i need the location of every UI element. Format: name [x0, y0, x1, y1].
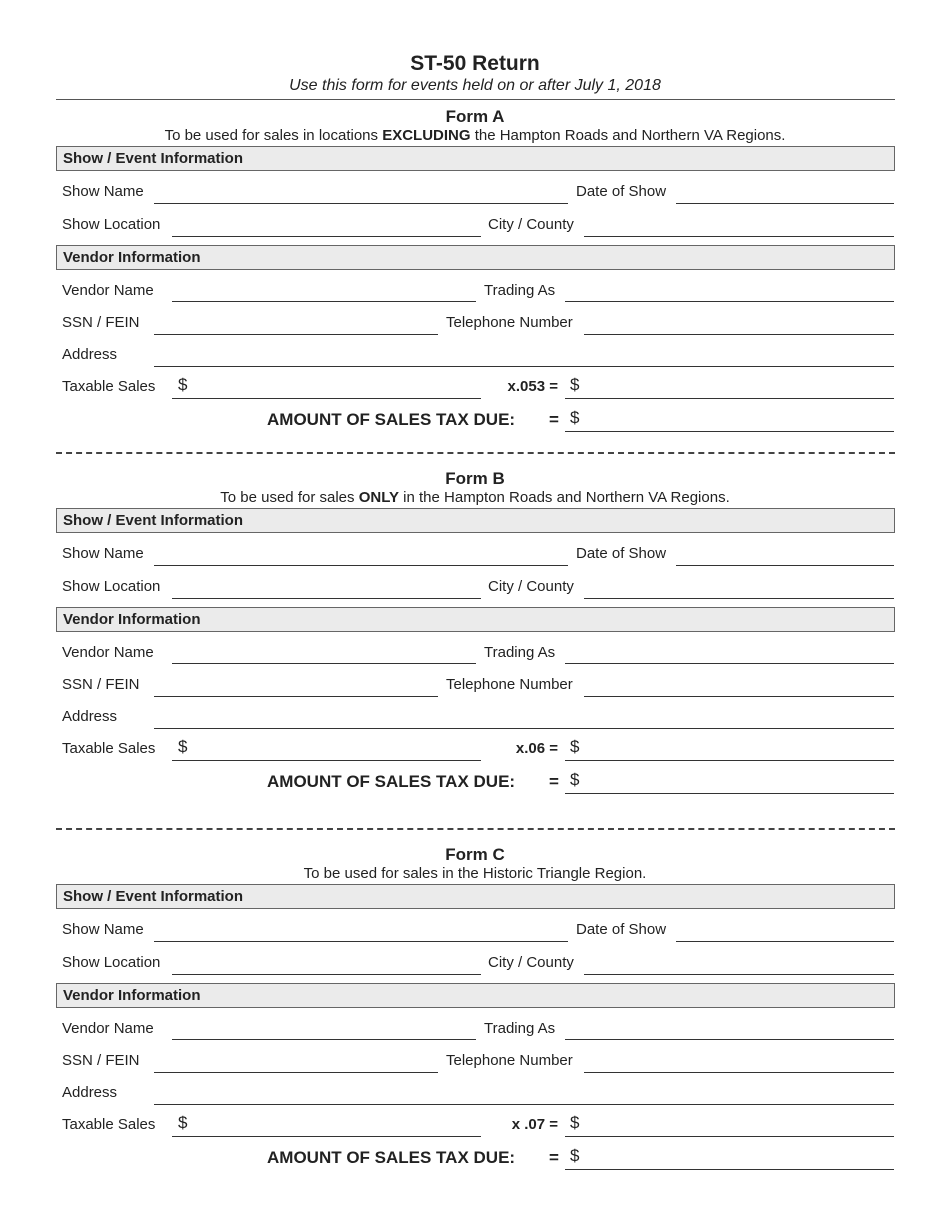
address-label: Address [62, 346, 118, 363]
taxable-sales-field[interactable] [172, 1136, 481, 1137]
show-location-field[interactable] [172, 974, 481, 975]
amount-due-field[interactable] [565, 431, 894, 432]
dollar-sign: $ [570, 1146, 580, 1165]
show-location-field[interactable] [172, 598, 481, 599]
vendor-name-field[interactable] [172, 301, 476, 302]
form-desc-text-end: in the Hampton Roads and Northern VA Regions. [398, 489, 730, 506]
telephone-label: Telephone Number [446, 314, 573, 331]
dollar-sign: $ [570, 1113, 580, 1132]
form-description [0, 865, 950, 882]
section-title: Show / Event Information [63, 888, 244, 905]
dollar-sign: $ [178, 1113, 188, 1132]
taxable-sales-label: Taxable Sales [62, 740, 156, 757]
dollar-sign: $ [570, 770, 580, 789]
telephone-field[interactable] [584, 334, 894, 335]
taxable-sales-label: Taxable Sales [62, 1116, 156, 1133]
vendor-name-field[interactable] [172, 1039, 476, 1040]
page-title: ST-50 Return [410, 52, 540, 75]
ssn-fein-label: SSN / FEIN [62, 314, 140, 331]
vendor-section-header [56, 983, 895, 1008]
form-desc-text: To be used for sales in the Historic Triangle Region. [303, 865, 647, 882]
form-description [0, 127, 950, 144]
dollar-sign: $ [570, 408, 580, 427]
form-desc-text: To be used for sales in locations [164, 127, 383, 144]
city-county-label: City / County [488, 216, 574, 233]
city-county-label: City / County [488, 954, 574, 971]
taxable-sales-field[interactable] [172, 398, 481, 399]
form-section-a [0, 107, 950, 437]
date-of-show-field[interactable] [676, 565, 894, 566]
tax-rate-label: x .07 = [511, 1116, 558, 1133]
equals-sign: = [549, 772, 559, 791]
form-title: Form A [445, 107, 505, 126]
form-description [0, 489, 950, 506]
amount-due-label: AMOUNT OF SALES TAX DUE: [267, 772, 516, 791]
form-section-b [0, 469, 950, 799]
date-of-show-field[interactable] [676, 941, 894, 942]
show-event-section-header [56, 146, 895, 171]
date-of-show-label: Date of Show [576, 183, 667, 200]
show-name-field[interactable] [154, 203, 568, 204]
form-desc-text: To be used for sales [220, 489, 359, 506]
city-county-label: City / County [488, 578, 574, 595]
show-location-label: Show Location [62, 954, 161, 971]
section-title: Vendor Information [63, 249, 201, 266]
taxable-sales-field[interactable] [172, 760, 481, 761]
telephone-label: Telephone Number [446, 1052, 573, 1069]
address-label: Address [62, 708, 118, 725]
vendor-section-header [56, 245, 895, 270]
date-of-show-label: Date of Show [576, 545, 667, 562]
trading-as-field[interactable] [565, 301, 894, 302]
trading-as-field[interactable] [565, 663, 894, 664]
trading-as-label: Trading As [484, 644, 556, 661]
telephone-field[interactable] [584, 1072, 894, 1073]
address-field[interactable] [154, 1104, 894, 1105]
form-desc-emphasis: ONLY [358, 489, 399, 506]
ssn-fein-field[interactable] [154, 1072, 438, 1073]
section-title: Show / Event Information [63, 512, 244, 529]
dollar-sign: $ [570, 737, 580, 756]
city-county-field[interactable] [584, 598, 894, 599]
amount-due-label: AMOUNT OF SALES TAX DUE: [267, 1148, 516, 1167]
tax-rate-label: x.06 = [515, 740, 558, 757]
section-title: Show / Event Information [63, 150, 244, 167]
vendor-name-label: Vendor Name [62, 282, 154, 299]
show-event-section-header [56, 508, 895, 533]
computed-tax-field[interactable] [565, 1136, 894, 1137]
show-name-field[interactable] [154, 941, 568, 942]
vendor-name-field[interactable] [172, 663, 476, 664]
equals-sign: = [549, 1148, 559, 1167]
vendor-section-header [56, 607, 895, 632]
computed-tax-field[interactable] [565, 760, 894, 761]
ssn-fein-label: SSN / FEIN [62, 676, 140, 693]
show-name-label: Show Name [62, 545, 144, 562]
vendor-name-label: Vendor Name [62, 644, 154, 661]
amount-due-label: AMOUNT OF SALES TAX DUE: [267, 410, 516, 429]
ssn-fein-field[interactable] [154, 334, 438, 335]
tax-rate-label: x.053 = [507, 378, 558, 395]
address-field[interactable] [154, 366, 894, 367]
header-divider [56, 99, 895, 100]
form-title: Form C [445, 845, 505, 864]
trading-as-label: Trading As [484, 282, 556, 299]
city-county-field[interactable] [584, 236, 894, 237]
date-of-show-label: Date of Show [576, 921, 667, 938]
form-desc-text-end: the Hampton Roads and Northern VA Regions. [470, 127, 786, 144]
dashed-separator [56, 452, 895, 454]
amount-due-field[interactable] [565, 793, 894, 794]
show-name-label: Show Name [62, 183, 144, 200]
address-label: Address [62, 1084, 118, 1101]
show-location-label: Show Location [62, 216, 161, 233]
date-of-show-field[interactable] [676, 203, 894, 204]
show-name-label: Show Name [62, 921, 144, 938]
form-title: Form B [445, 469, 505, 488]
page-subtitle: Use this form for events held on or after July 1, 2018 [289, 77, 661, 94]
section-title: Vendor Information [63, 987, 201, 1004]
dollar-sign: $ [178, 737, 188, 756]
trading-as-label: Trading As [484, 1020, 556, 1037]
show-event-section-header [56, 884, 895, 909]
show-location-label: Show Location [62, 578, 161, 595]
telephone-label: Telephone Number [446, 676, 573, 693]
computed-tax-field[interactable] [565, 398, 894, 399]
show-location-field[interactable] [172, 236, 481, 237]
trading-as-field[interactable] [565, 1039, 894, 1040]
city-county-field[interactable] [584, 974, 894, 975]
vendor-name-label: Vendor Name [62, 1020, 154, 1037]
ssn-fein-field[interactable] [154, 696, 438, 697]
section-title: Vendor Information [63, 611, 201, 628]
telephone-field[interactable] [584, 696, 894, 697]
address-field[interactable] [154, 728, 894, 729]
show-name-field[interactable] [154, 565, 568, 566]
form-section-c [0, 845, 950, 1175]
form-desc-emphasis: EXCLUDING [382, 127, 471, 144]
equals-sign: = [549, 410, 559, 429]
dollar-sign: $ [178, 375, 188, 394]
taxable-sales-label: Taxable Sales [62, 378, 156, 395]
amount-due-field[interactable] [565, 1169, 894, 1170]
ssn-fein-label: SSN / FEIN [62, 1052, 140, 1069]
dollar-sign: $ [570, 375, 580, 394]
dashed-separator [56, 828, 895, 830]
